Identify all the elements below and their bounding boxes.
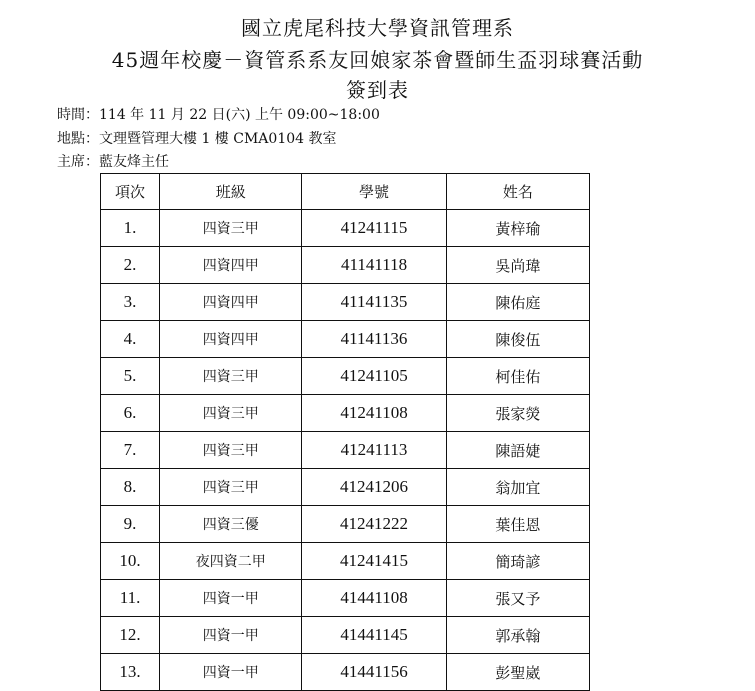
student-name: 陳俊伍 xyxy=(446,321,589,358)
table-row xyxy=(101,210,590,247)
student-id: 41241115 xyxy=(302,210,446,247)
table-row xyxy=(101,432,590,469)
column-header-class: 班級 xyxy=(160,174,302,210)
student-name: 張家熒 xyxy=(446,395,589,432)
row-number: 7. xyxy=(101,432,160,469)
student-name: 簡琦諺 xyxy=(446,543,589,580)
table-row xyxy=(101,284,590,321)
table-row xyxy=(101,617,590,654)
class-name: 四資三甲 xyxy=(160,469,302,506)
row-number: 8. xyxy=(101,469,160,506)
table-row xyxy=(101,469,590,506)
row-number: 2. xyxy=(101,247,160,284)
table-row xyxy=(101,543,590,580)
class-name: 四資四甲 xyxy=(160,284,302,321)
class-name: 四資三甲 xyxy=(160,432,302,469)
row-number: 6. xyxy=(101,395,160,432)
event-title: 45週年校慶－資管系系友回娘家茶會暨師生盃羽球賽活動 xyxy=(111,48,644,72)
column-header-no: 項次 xyxy=(101,174,160,210)
row-number: 11. xyxy=(101,580,160,617)
column-header-student-id: 學號 xyxy=(302,174,446,210)
class-name: 四資一甲 xyxy=(160,580,302,617)
sheet-title: 簽到表 xyxy=(346,78,409,102)
row-number: 3. xyxy=(101,284,160,321)
student-id: 41141118 xyxy=(302,247,446,284)
student-name: 吳尚瑋 xyxy=(446,247,589,284)
student-name: 柯佳佑 xyxy=(446,358,589,395)
table-header-row xyxy=(101,174,590,210)
class-name: 四資四甲 xyxy=(160,321,302,358)
class-name: 四資三甲 xyxy=(160,358,302,395)
student-id: 41241105 xyxy=(302,358,446,395)
student-name: 翁加宜 xyxy=(446,469,589,506)
row-number: 10. xyxy=(101,543,160,580)
table-row xyxy=(101,580,590,617)
table-body xyxy=(101,210,590,691)
student-name: 彭聖崴 xyxy=(446,654,589,691)
event-time: 時間：114 年 11 月 22 日(六) 上午 09:00~18:00 xyxy=(57,107,380,123)
student-name: 葉佳恩 xyxy=(446,506,589,543)
student-name: 張又予 xyxy=(446,580,589,617)
student-name: 郭承翰 xyxy=(446,617,589,654)
sign-in-table xyxy=(100,173,590,691)
table-row xyxy=(101,321,590,358)
column-header-name: 姓名 xyxy=(446,174,589,210)
student-name: 陳語婕 xyxy=(446,432,589,469)
class-name: 四資三甲 xyxy=(160,210,302,247)
row-number: 4. xyxy=(101,321,160,358)
student-id: 41241108 xyxy=(302,395,446,432)
row-number: 1. xyxy=(101,210,160,247)
table-row xyxy=(101,654,590,691)
student-id: 41141136 xyxy=(302,321,446,358)
class-name: 四資三優 xyxy=(160,506,302,543)
document-title: 國立虎尾科技大學資訊管理系 xyxy=(241,16,514,40)
student-id: 41241415 xyxy=(302,543,446,580)
student-name: 黃梓瑜 xyxy=(446,210,589,247)
student-id: 41241206 xyxy=(302,469,446,506)
class-name: 四資一甲 xyxy=(160,654,302,691)
student-id: 41241113 xyxy=(302,432,446,469)
class-name: 四資一甲 xyxy=(160,617,302,654)
student-id: 41441145 xyxy=(302,617,446,654)
table-row xyxy=(101,247,590,284)
event-chair: 主席：藍友烽主任 xyxy=(57,154,169,170)
student-id: 41141135 xyxy=(302,284,446,321)
row-number: 12. xyxy=(101,617,160,654)
table-row xyxy=(101,358,590,395)
row-number: 9. xyxy=(101,506,160,543)
student-id: 41441156 xyxy=(302,654,446,691)
student-id: 41241222 xyxy=(302,506,446,543)
class-name: 四資四甲 xyxy=(160,247,302,284)
row-number: 13. xyxy=(101,654,160,691)
event-location: 地點：文理暨管理大樓 1 樓 CMA0104 教室 xyxy=(57,131,337,147)
row-number: 5. xyxy=(101,358,160,395)
student-name: 陳佑庭 xyxy=(446,284,589,321)
class-name: 夜四資二甲 xyxy=(160,543,302,580)
table-row xyxy=(101,395,590,432)
class-name: 四資三甲 xyxy=(160,395,302,432)
student-id: 41441108 xyxy=(302,580,446,617)
table-row xyxy=(101,506,590,543)
